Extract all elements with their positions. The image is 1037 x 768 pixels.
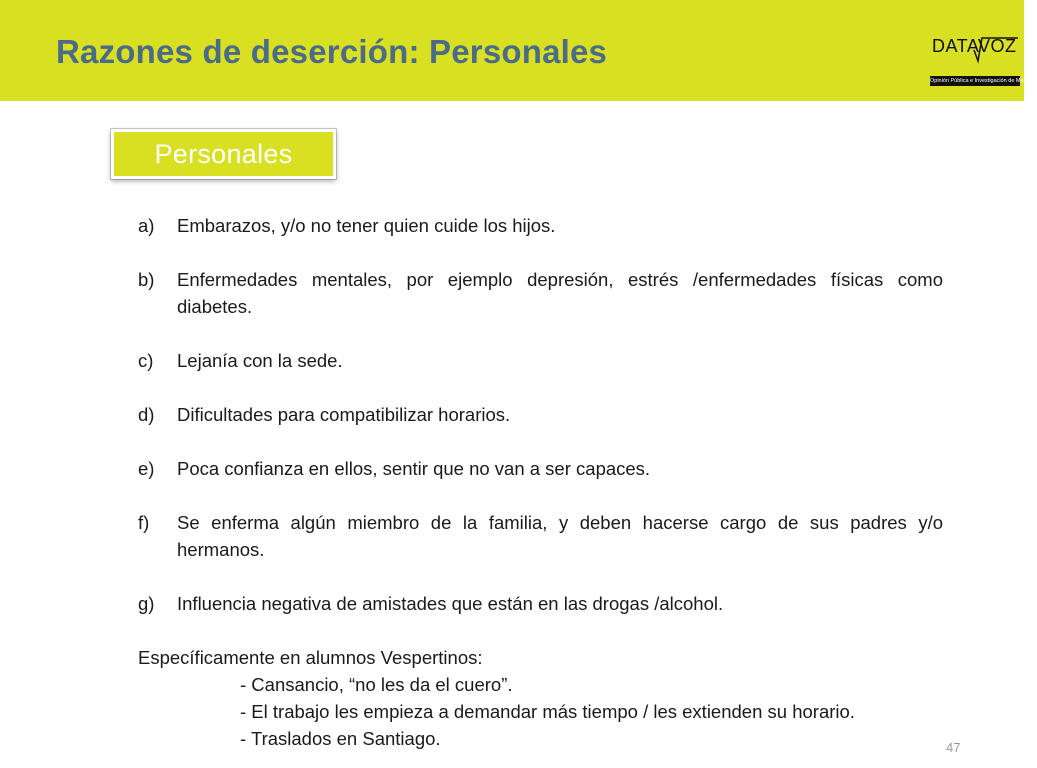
specific-line: - Traslados en Santiago. xyxy=(240,728,441,749)
section-label: Personales xyxy=(154,138,293,169)
list-marker: c) xyxy=(138,350,154,371)
list-item-text: Influencia negativa de amistades que están en las drogas /alcohol. xyxy=(177,593,724,614)
list-item xyxy=(138,455,943,482)
list-marker: b) xyxy=(138,269,155,290)
list-item-text: Embarazos, y/o no tener quien cuide los hijos. xyxy=(177,215,556,236)
list-item xyxy=(138,401,943,428)
logo-subtitle: Opinión Pública e Investigación de Mercado xyxy=(930,78,1037,84)
list-item xyxy=(138,347,943,374)
logo-wordmark: DATAVOZ xyxy=(932,36,1017,56)
specific-line: - Cansancio, “no les da el cuero”. xyxy=(240,674,513,695)
specific-line: - El trabajo les empieza a demandar más tiempo / les extienden su horario. xyxy=(240,701,855,722)
list-item xyxy=(138,212,943,239)
list-marker: d) xyxy=(138,404,155,425)
page-number: 47 xyxy=(946,740,961,755)
list-marker: g) xyxy=(138,593,155,614)
list-marker: e) xyxy=(138,458,155,479)
list-item-text: Lejanía con la sede. xyxy=(177,350,343,371)
list-marker: a) xyxy=(138,215,155,236)
list-item-text: Se enferma algún miembro de la familia, y deben hacerse cargo de sus padres y/o hermanos. xyxy=(177,512,943,560)
content-body xyxy=(138,212,943,752)
logo-radical-icon xyxy=(930,36,1020,76)
list-item xyxy=(138,590,943,617)
list-item-text: Dificultades para compatibilizar horarios. xyxy=(177,404,511,425)
list-marker: f) xyxy=(138,512,150,533)
list-item-text: Enfermedades mentales, por ejemplo depresión, estrés /enfermedades físicas como diabetes. xyxy=(177,269,943,317)
specific-heading: Específicamente en alumnos Vespertinos: xyxy=(138,647,483,668)
section-label-box xyxy=(111,129,336,179)
list-item-text: Poca confianza en ellos, sentir que no van a ser capaces. xyxy=(177,458,651,479)
list-item xyxy=(138,266,943,320)
datavoz-logo xyxy=(930,36,1037,88)
slide-title: Razones de deserción: Personales xyxy=(56,33,608,70)
list-item xyxy=(138,509,943,563)
